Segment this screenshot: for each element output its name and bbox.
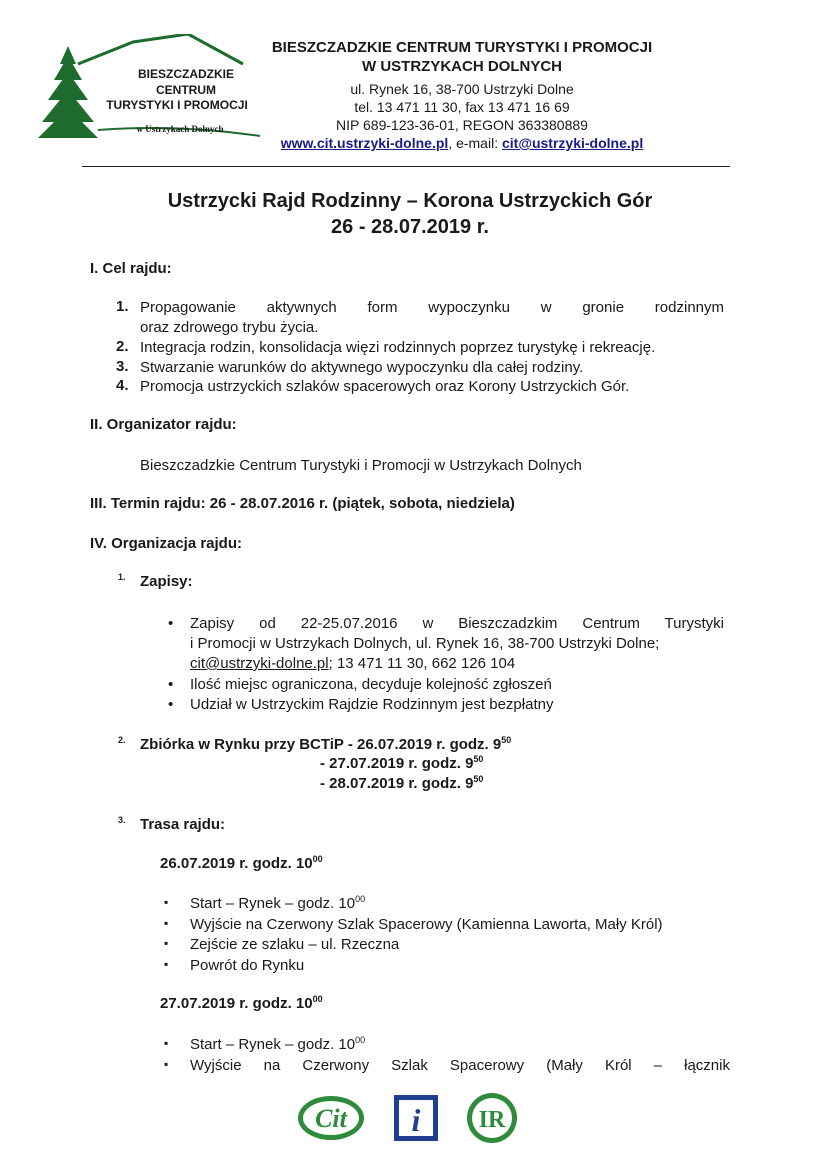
route-day2-item-2: ▪ Wyjście na Czerwony Szlak Spacerowy (Mały Król – łącznik [190, 1056, 730, 1076]
signup-bullet-2: • Ilość miejsc ograniczona, decyduje kolejność zgłoszeń [190, 675, 552, 695]
cit-logo [297, 1094, 365, 1142]
web-email-line [246, 134, 678, 152]
contact-block [246, 80, 678, 152]
goal-item-4-number: 4. [116, 377, 129, 394]
ir-logo-text: IR [478, 1107, 506, 1133]
route-day2-item-1 [190, 1035, 365, 1055]
goal-item-3-text: Stwarzanie warunków do aktywnego wypoczynku dla całej rodziny. [140, 359, 584, 376]
title-line2: 26 - 28.07.2019 r. [331, 216, 489, 238]
signup-bullet-1-line3 [190, 654, 515, 674]
org-sub2-number: 2. [118, 735, 126, 745]
gathering-line1-text: Zbiórka w Rynku przy BCTiP - 26.07.2019 r. godz. 9 [140, 736, 502, 753]
info-logo-graphic [393, 1094, 439, 1142]
route-day1-heading-text: 26.07.2019 r. godz. 10 [160, 855, 313, 872]
signup-bullet-1-line1: • Zapisy od 22-25.07.2016 w Bieszczadzkim Centrum Turystyki [190, 614, 724, 634]
route-day2-heading-sup: 00 [312, 994, 323, 1004]
route-day1-item-1-text: Start – Rynek – godz. 10 [190, 895, 356, 912]
route-day1-item-1-sup: 00 [355, 894, 366, 904]
website-link[interactable]: www.cit.ustrzyki-dolne.pl [280, 135, 449, 151]
section-organization-heading: IV. Organizacja rajdu: [90, 535, 242, 552]
section-organizer-heading: II. Organizator rajdu: [90, 416, 237, 433]
cit-logo-text: Cit [315, 1104, 347, 1133]
info-logo [393, 1094, 439, 1142]
route-day2-heading [160, 995, 323, 1012]
org-name-line2: W USTRZYKACH DOLNYCH [362, 58, 562, 75]
organization-name [246, 38, 678, 76]
bctip-logo [38, 34, 268, 146]
goal-item-3-number: 3. [116, 358, 129, 375]
gathering-line3-text: - 28.07.2019 r. godz. 9 [320, 775, 474, 792]
document-title [60, 188, 760, 240]
phone-fax: tel. 13 471 11 30, fax 13 471 16 69 [354, 99, 570, 115]
goal-item-1-line2: oraz zdrowego trybu życia. [140, 319, 319, 336]
route-day2-item-1-sup: 00 [355, 1035, 366, 1045]
goal-item-1-number: 1. [116, 298, 129, 315]
goal-item-2-text: Integracja rodzin, konsolidacja więzi rodzinnych poprzez turystykę i rekreację. [140, 339, 656, 356]
org-sub3-number: 3. [118, 815, 126, 825]
org-name-line1: BIESZCZADZKIE CENTRUM TURYSTYKI I PROMOCJI [271, 39, 653, 56]
organizer-text: Bieszczadzkie Centrum Turystyki i Promocji w Ustrzykach Dolnych [140, 457, 582, 474]
gathering-line3-sup: 50 [473, 774, 484, 784]
gathering-line1 [140, 736, 511, 753]
tax-ids: NIP 689-123-36-01, REGON 363380889 [336, 117, 588, 133]
gathering-line2-text: - 27.07.2019 r. godz. 9 [320, 755, 474, 772]
logo-text-line4: w Ustrzykach Dolnych [136, 124, 224, 134]
signup-email-link[interactable]: cit@ustrzyki-dolne.pl [190, 655, 329, 672]
email-link[interactable]: cit@ustrzyki-dolne.pl [501, 135, 644, 151]
org-sub3-title: Trasa rajdu: [140, 816, 226, 833]
route-day1-item-2: ▪ Wyjście na Czerwony Szlak Spacerowy (Kamienna Lawortа, Mały Król) [190, 915, 663, 935]
route-day1-item-3: ▪ Zejście ze szlaku – ul. Rzeczna [190, 935, 399, 955]
info-logo-text: i [411, 1102, 421, 1138]
org-sub1-title: Zapisy: [140, 573, 193, 590]
org-sub1-number: 1. [118, 572, 126, 582]
ir-logo-graphic [466, 1092, 518, 1144]
header-divider [82, 166, 730, 167]
goal-item-1-line1: Propagowanie aktywnych form wypoczynku w gronie rodzinnym [140, 299, 724, 316]
signup-bullet-1-line2: i Promocji w Ustrzykach Dolnych, ul. Rynek 16, 38-700 Ustrzyki Dolne; [190, 635, 660, 652]
signup-bullet-3: • Udział w Ustrzyckim Rajdzie Rodzinnym jest bezpłatny [190, 695, 553, 715]
logo-text-line3: TURYSTYKI I PROMOCJI [106, 98, 248, 112]
title-line1: Ustrzycki Rajd Rodzinny – Korona Ustrzyckich Gór [167, 190, 653, 212]
cit-logo-graphic [297, 1094, 365, 1142]
goal-item-4-text: Promocja ustrzyckich szlaków spacerowych oraz Korony Ustrzyckich Gór. [140, 378, 630, 395]
route-day1-item-4: ▪ Powrót do Rynku [190, 956, 304, 976]
logo-text-line2: CENTRUM [156, 83, 216, 97]
route-day2-heading-text: 27.07.2019 r. godz. 10 [160, 995, 313, 1012]
section-date-heading: III. Termin rajdu: 26 - 28.07.2016 r. (piątek, sobota, niedziela) [90, 495, 515, 512]
email-prefix: , e-mail: [448, 135, 502, 151]
gathering-line2 [320, 755, 483, 772]
route-day2-item-1-text: Start – Rynek – godz. 10 [190, 1036, 356, 1053]
gathering-line1-sup: 50 [501, 735, 512, 745]
goal-item-2-number: 2. [116, 338, 129, 355]
ir-logo [466, 1092, 518, 1144]
route-day1-heading [160, 855, 323, 872]
route-day1-heading-sup: 00 [312, 854, 323, 864]
gathering-line3 [320, 775, 483, 792]
route-day1-item-1 [190, 894, 365, 914]
gathering-line2-sup: 50 [473, 754, 484, 764]
section-goal-heading: I. Cel rajdu: [90, 260, 172, 277]
signup-phone: ; 13 471 11 30, 662 126 104 [328, 655, 516, 672]
logo-text-line1: BIESZCZADZKIE [138, 67, 234, 81]
address: ul. Rynek 16, 38-700 Ustrzyki Dolne [350, 81, 574, 97]
